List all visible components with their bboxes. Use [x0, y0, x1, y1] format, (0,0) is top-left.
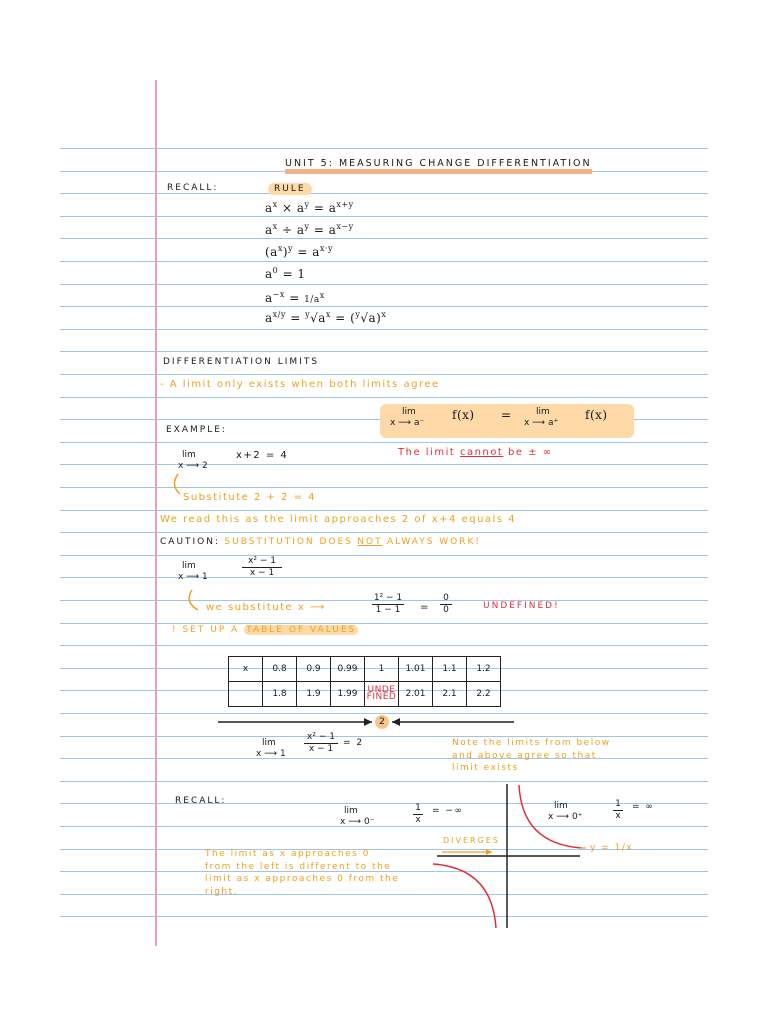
left-func: f(x)	[452, 408, 475, 422]
rule-label: RULE	[268, 183, 312, 195]
substitute-fraction: 1² − 1 1 − 1	[373, 593, 403, 615]
curve-label: y = 1/x	[590, 843, 634, 853]
caution-arrow	[189, 590, 198, 610]
table-cell: 1.01	[399, 657, 433, 682]
table-cell: x	[229, 657, 263, 682]
rule-quotient: $a^x \div a^y = a^{x-y}$	[265, 222, 354, 237]
substitute-text: we substitute x ⟶	[206, 602, 326, 613]
diverges-label: DIVERGES	[443, 836, 500, 845]
table-cell: 0.9	[297, 657, 331, 682]
curve-left-branch	[433, 864, 496, 928]
caution-fraction: x² − 1 x − 1	[242, 556, 282, 579]
table-cell: 1.1	[433, 657, 467, 682]
agree-note: Note the limits from below and above agree so that limit exists	[452, 738, 611, 773]
left-right-note: The limit as x approaches 0 from the left is different to the limit as x approaches 0 from the right.	[205, 849, 400, 897]
caution-line: CAUTION: SUBSTITUTION DOES NOT ALWAYS WORK!	[160, 537, 482, 547]
right-limit: lim x ⟶ a⁺	[524, 407, 559, 428]
rule-zero: $a^0 = 1$	[265, 266, 306, 281]
table-cell: 1.99	[331, 682, 365, 707]
table-cell: 1.9	[297, 682, 331, 707]
substitute-note: Substitute 2 + 2 = 4	[183, 492, 317, 503]
right-frac: 1 x	[613, 799, 623, 822]
table-cell: 0.8	[263, 657, 297, 682]
page-title: UNIT 5: MEASURING CHANGE DIFFERENTIATION	[285, 158, 592, 174]
limit-note: - A limit only exists when both limits agree	[160, 379, 440, 390]
substitute-arrow	[174, 474, 180, 494]
left-result: = −∞	[432, 806, 464, 816]
table-cell: 2.2	[467, 682, 501, 707]
number-line-arrow-left	[392, 718, 400, 726]
undefined-label: UNDEFINED!	[483, 601, 560, 611]
table-cell: 2.1	[433, 682, 467, 707]
example-label: EXAMPLE:	[166, 425, 227, 435]
rule-power: $(a^x)^y = a^{x\cdot y}$	[265, 244, 333, 259]
section-heading: DIFFERENTIATION LIMITS	[163, 357, 320, 367]
table-note: ! SET UP A TABLE OF VALUES	[172, 625, 357, 635]
caution-limit: lim x ⟶ 1	[178, 561, 208, 582]
limit-value-marker: 2	[375, 715, 389, 729]
substitute-eq: =	[420, 602, 430, 613]
result-value: = 2	[343, 738, 364, 748]
recall-label: RECALL:	[167, 183, 219, 193]
right-sided-limit: lim x ⟶ 0⁺	[548, 801, 583, 822]
recall2-label: RECALL:	[175, 796, 227, 806]
left-limit: lim x ⟶ a⁻	[390, 407, 425, 428]
right-result: = ∞	[632, 802, 655, 812]
example-expr: x+2 = 4	[236, 450, 289, 461]
read-note: We read this as the limit approaches 2 of x+4 equals 4	[160, 514, 517, 525]
table-cell: 1.2	[467, 657, 501, 682]
number-line-arrow-right	[364, 718, 372, 726]
zero-over-zero: 0 0	[440, 593, 452, 616]
rule-root: $a^{x/y} = ^y√a^x = (^y√a)^x$	[265, 310, 387, 325]
table-cell: 1	[365, 657, 399, 682]
table-cell-undefined: UNDE FINED	[365, 682, 399, 707]
table-cell: 0.99	[331, 657, 365, 682]
result-limit: lim x ⟶ 1	[256, 738, 286, 759]
rule-negative: $a^{-x} = 1/a^x$	[265, 290, 325, 305]
cannot-note: The limit cannot be ± ∞	[398, 447, 553, 458]
limits-equal: =	[501, 408, 512, 422]
rule-product: $a^x \times a^y = a^{x+y}$	[265, 200, 354, 215]
table-cell: 2.01	[399, 682, 433, 707]
example-limit: lim x ⟶ 2	[178, 450, 208, 471]
right-func: f(x)	[585, 408, 608, 422]
result-fraction: x² − 1 x − 1	[304, 732, 338, 755]
left-sided-limit: lim x ⟶ 0⁻	[340, 806, 375, 827]
curve-right-branch	[519, 785, 582, 848]
table-cell: 1.8	[263, 682, 297, 707]
left-frac: 1 x	[413, 803, 423, 826]
